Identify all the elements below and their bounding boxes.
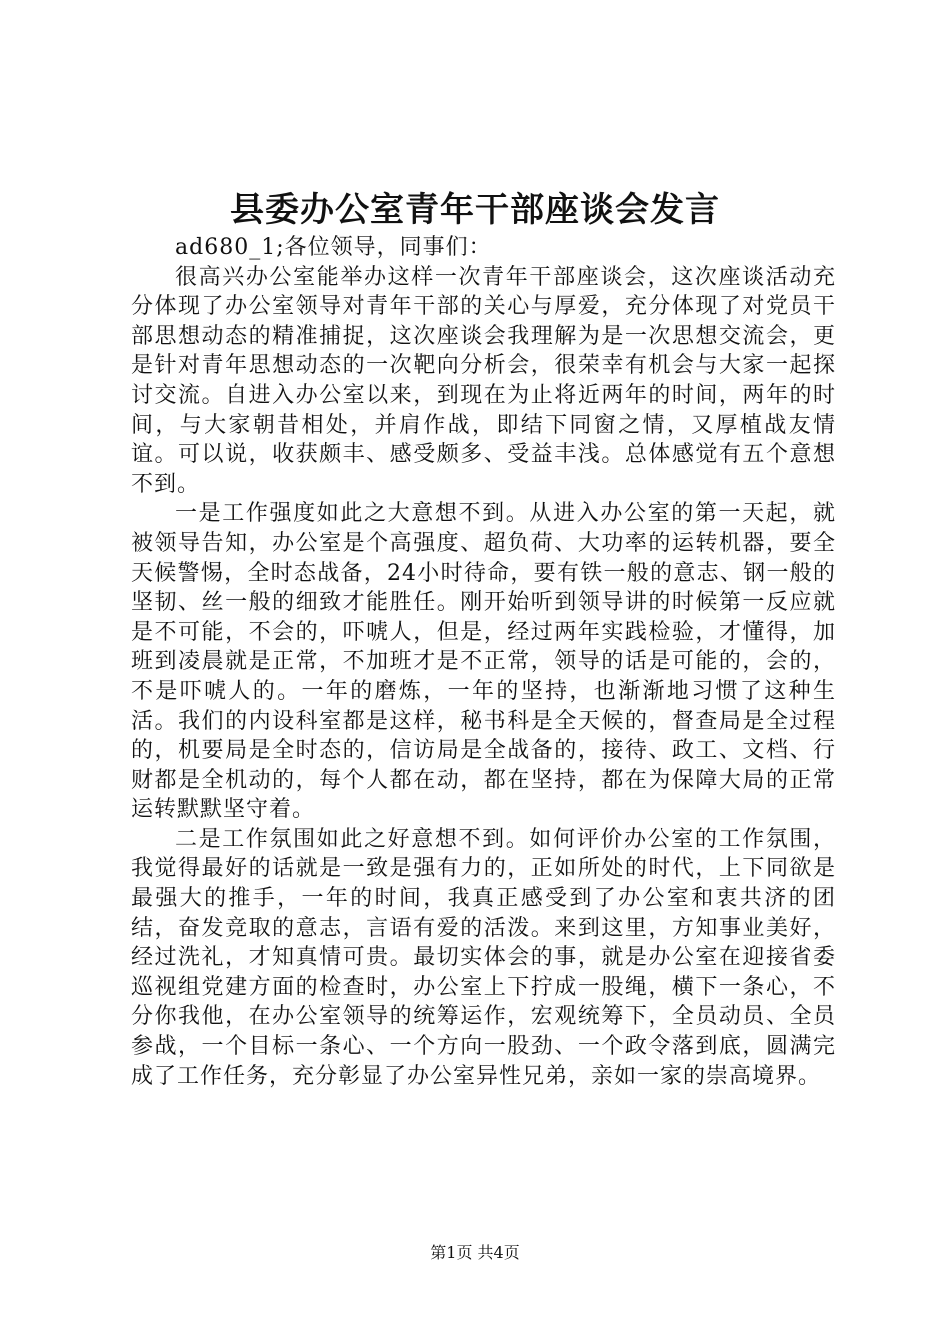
document-body	[131, 233, 836, 1091]
document-title: 县委办公室青年干部座谈会发言	[230, 190, 720, 230]
salutation: ad680_1;各位领导，同事们：	[175, 235, 492, 260]
page-number-footer: 第1页 共4页	[430, 1243, 520, 1262]
paragraph-intro: 很高兴办公室能举办这样一次青年干部座谈会，这次座谈活动充分体现了办公室领导对青年干部的关心与厚爱，充分体现了对党员干部思想动态的精准捕捉，这次座谈会我理解为是一次思想交流会，更是针对青年思想动态的一次靶向分析会，很荣幸有机会与大家一起探讨交流。自进入办公室以来，到现在为止将近两年的时间，两年的时间，与大家朝昔相处，并肩作战，即结下同窗之情，又厚植战友情谊。可以说，收获颇丰、感受颇多、受益丰浅。总体感觉有五个意想不到。	[131, 264, 836, 497]
paragraph-point-one: 一是工作强度如此之大意想不到。从进入办公室的第一天起，就被领导告知，办公室是个高强度、超负荷、大功率的运转机器，要全天候警惕，全时态战备，24小时待命，要有铁一般的意志、钢一般的坚韧、丝一般的细致才能胜任。刚开始听到领导讲的时候第一反应就是不可能，不会的，吓唬人，但是，经过两年实践检验，才懂得，加班到凌晨就是正常，不加班才是不正常，领导的话是可能的，会的，不是吓唬人的。一年的磨炼，一年的坚持，也渐渐地习惯了这种生活。我们的内设科室都是这样，秘书科是全天候的，督查局是全过程的，机要局是全时态的，信访局是全战备的，接待、政工、文档、行财都是全机动的，每个人都在动，都在坚持，都在为保障大局的正常运转默默坚守着。	[131, 501, 836, 823]
paragraph-point-two: 二是工作氛围如此之好意想不到。如何评价办公室的工作氛围，我觉得最好的话就是一致是强有力的，正如所处的时代，上下同欲是最强大的推手，一年的时间，我真正感受到了办公室和衷共济的团结，奋发竞取的意志，言语有爱的活泼。来到这里，方知事业美好，经过洗礼，才知真情可贵。最切实体会的事，就是办公室在迎接省委巡视组党建方面的检查时，办公室上下拧成一股绳，横下一条心，不分你我他，在办公室领导的统筹运作，宏观统筹下，全员动员、全员参战，一个目标一条心、一个方向一股劲、一个政令落到底，圆满完成了工作任务，充分彰显了办公室异性兄弟，亲如一家的崇高境界。	[131, 826, 836, 1089]
